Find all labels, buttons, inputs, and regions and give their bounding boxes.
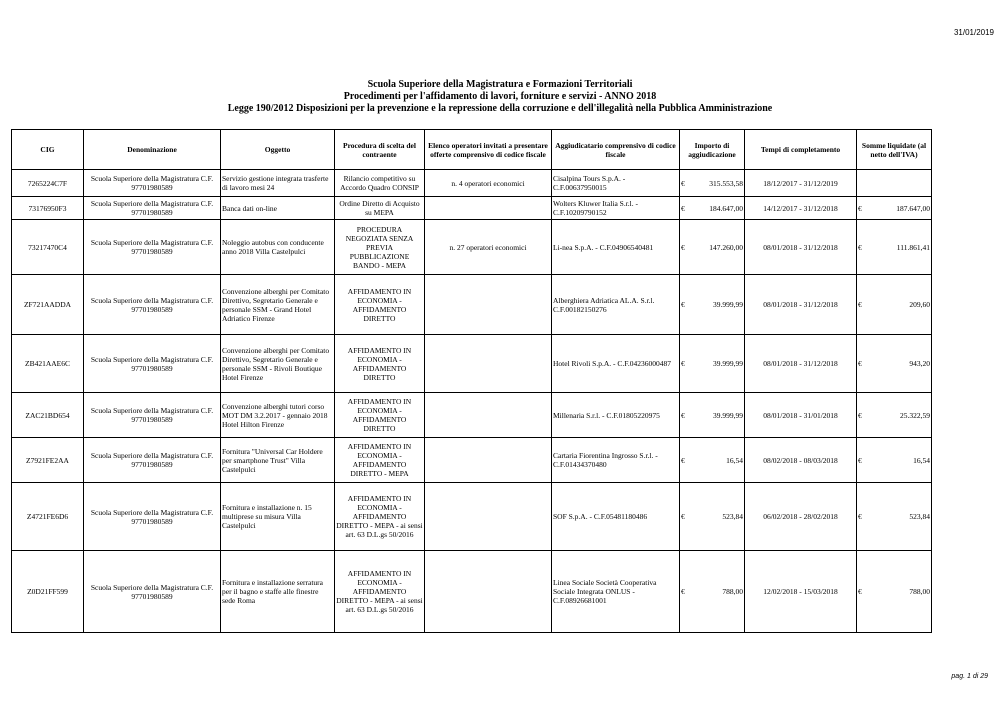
- importo-value: 39.999,99: [713, 300, 743, 309]
- tempi-cell: 14/12/2017 - 31/12/2018: [745, 197, 857, 220]
- table-body: [12, 170, 932, 633]
- somme-liquidate-cell: [857, 438, 932, 483]
- currency-symbol: €: [858, 410, 862, 420]
- cig-cell: ZB421AAE6C: [12, 335, 84, 393]
- aggiudicatario-cell: Cartaria Fiorentina Ingrosso S.r.l. - C.F.01434370480: [552, 438, 680, 483]
- aggiudicatario-cell: Cisalpina Tours S.p.A. - C.F.00637950015: [552, 170, 680, 197]
- denominazione-cell: Scuola Superiore della Magistratura C.F. 97701980589: [84, 335, 221, 393]
- importo-value: 184.647,00: [709, 203, 743, 213]
- tempi-cell: 18/12/2017 - 31/12/2019: [745, 170, 857, 197]
- currency-symbol: €: [858, 359, 862, 368]
- importo-cell: [680, 275, 745, 335]
- tempi-cell: 08/01/2018 - 31/12/2018: [745, 220, 857, 275]
- somme-liquidate-cell: [857, 483, 932, 551]
- procedura-cell: AFFIDAMENTO IN ECONOMIA - AFFIDAMENTO DIRETTO: [335, 275, 425, 335]
- elenco-operatori-cell: n. 4 operatori economici: [425, 170, 552, 197]
- aggiudicatario-cell: Hotel Rivoli S.p.A. - C.F.04236000487: [552, 335, 680, 393]
- oggetto-cell: Banca dati on-line: [221, 197, 335, 220]
- aggiudicatario-cell: Wolters Kluwer Italia S.r.l. - C.F.10209790152: [552, 197, 680, 220]
- currency-symbol: €: [681, 455, 685, 465]
- cig-cell: Z7921FE2AA: [12, 438, 84, 483]
- header-denominazione: Denominazione: [84, 130, 221, 170]
- importo-cell: [680, 170, 745, 197]
- importo-cell: [680, 220, 745, 275]
- procedura-cell: AFFIDAMENTO IN ECONOMIA - AFFIDAMENTO DIRETTO: [335, 393, 425, 438]
- importo-value: 523,84: [722, 512, 743, 521]
- currency-symbol: €: [681, 178, 685, 188]
- table-row: [12, 197, 932, 220]
- aggiudicatario-cell: Alberghiera Adriatica AL.A. S.r.l. C.F.00182150276: [552, 275, 680, 335]
- title-line-3: Legge 190/2012 Disposizioni per la prevenzione e la repressione della corruzione e dell'illegalità nella Pubblica Amministrazione: [227, 103, 773, 114]
- denominazione-cell: Scuola Superiore della Magistratura C.F. 97701980589: [84, 197, 221, 220]
- procedura-cell: AFFIDAMENTO IN ECONOMIA - AFFIDAMENTO DIRETTO - MEPA - ai sensi art. 63 D.L.gs 50/2016: [335, 483, 425, 551]
- document-title-block: [0, 79, 1000, 115]
- currency-symbol: €: [858, 587, 862, 596]
- tempi-cell: 08/02/2018 - 08/03/2018: [745, 438, 857, 483]
- somme-liquidate-cell: [857, 275, 932, 335]
- table-row: [12, 438, 932, 483]
- somme-liquidate-value: 25.322,59: [900, 410, 930, 420]
- oggetto-cell: Convenzione alberghi tutori corso MOT DM 3.2.2017 - gennaio 2018 Hotel Hilton Firenze: [221, 393, 335, 438]
- somme-liquidate-value: 523,84: [909, 512, 930, 521]
- elenco-operatori-cell: [425, 393, 552, 438]
- elenco-operatori-cell: n. 27 operatori economici: [425, 220, 552, 275]
- denominazione-cell: Scuola Superiore della Magistratura C.F. 97701980589: [84, 393, 221, 438]
- currency-symbol: €: [858, 203, 862, 213]
- importo-value: 39.999,99: [713, 410, 743, 420]
- importo-value: 315.553,58: [709, 178, 743, 188]
- somme-liquidate-cell: [857, 170, 932, 197]
- document-date: 31/01/2019: [953, 28, 994, 37]
- oggetto-cell: Servizio gestione integrata trasferte di lavoro mesi 24: [221, 170, 335, 197]
- header-elenco-operatori: Elenco operatori invitati a presentare offerte comprensivo di codice fiscale: [425, 130, 552, 170]
- currency-symbol: €: [681, 359, 685, 368]
- table-row: [12, 483, 932, 551]
- oggetto-cell: Fornitura e installazione serratura per il bagno e staffe alle finestre sede Roma: [221, 551, 335, 633]
- currency-symbol: €: [681, 410, 685, 420]
- aggiudicatario-cell: SOF S.p.A. - C.F.05481180486: [552, 483, 680, 551]
- currency-symbol: €: [681, 587, 685, 596]
- denominazione-cell: Scuola Superiore della Magistratura C.F. 97701980589: [84, 483, 221, 551]
- table-row: [12, 220, 932, 275]
- somme-liquidate-cell: [857, 551, 932, 633]
- page-number: pag. 1 di 29: [951, 673, 988, 680]
- header-oggetto: Oggetto: [221, 130, 335, 170]
- importo-cell: [680, 551, 745, 633]
- somme-liquidate-value: 16,54: [913, 455, 930, 465]
- header-aggiudicatario: Aggiudicatario comprensivo di codice fiscale: [552, 130, 680, 170]
- somme-liquidate-cell: [857, 220, 932, 275]
- table-row: [12, 335, 932, 393]
- currency-symbol: €: [681, 203, 685, 213]
- somme-liquidate-value: 187.647,00: [896, 203, 930, 213]
- somme-liquidate-value: 111.861,41: [896, 242, 930, 252]
- oggetto-cell: Convenzione alberghi per Comitato Direttivo, Segretario Generale e personale SSM - Grand Hotel Adriatico Firenze: [221, 275, 335, 335]
- cig-cell: ZF721AADDA: [12, 275, 84, 335]
- tempi-cell: 12/02/2018 - 15/03/2018: [745, 551, 857, 633]
- elenco-operatori-cell: [425, 438, 552, 483]
- table-row: [12, 170, 932, 197]
- cig-cell: 7265224C7F: [12, 170, 84, 197]
- currency-symbol: €: [858, 242, 862, 252]
- tempi-cell: 08/01/2018 - 31/01/2018: [745, 393, 857, 438]
- importo-cell: [680, 335, 745, 393]
- importo-value: 788,00: [722, 587, 743, 596]
- currency-symbol: €: [681, 242, 685, 252]
- header-tempi: Tempi di completamento: [745, 130, 857, 170]
- somme-liquidate-value: 788,00: [909, 587, 930, 596]
- oggetto-cell: Fornitura e installazione n. 15 multiprese su misura Villa Castelpulci: [221, 483, 335, 551]
- elenco-operatori-cell: [425, 483, 552, 551]
- aggiudicatario-cell: Li-nea S.p.A. - C.F.04906540481: [552, 220, 680, 275]
- somme-liquidate-value: 209,60: [909, 300, 930, 309]
- tempi-cell: 06/02/2018 - 28/02/2018: [745, 483, 857, 551]
- title-line-1: Scuola Superiore della Magistratura e Formazioni Territoriali: [367, 79, 633, 90]
- aggiudicatario-cell: Linea Sociale Società Cooperativa Sociale Integrata ONLUS - C.F.08926681001: [552, 551, 680, 633]
- currency-symbol: €: [681, 512, 685, 521]
- importo-value: 16,54: [726, 455, 743, 465]
- title-line-2: Procedimenti per l'affidamento di lavori, forniture e servizi - ANNO 2018: [343, 91, 657, 102]
- header-procedura: Procedura di scelta del contraente: [335, 130, 425, 170]
- currency-symbol: €: [681, 300, 685, 309]
- table-header-row: [12, 130, 932, 170]
- cig-cell: 73217470C4: [12, 220, 84, 275]
- procedura-cell: AFFIDAMENTO IN ECONOMIA - AFFIDAMENTO DIRETTO - MEPA: [335, 438, 425, 483]
- procedura-cell: AFFIDAMENTO IN ECONOMIA - AFFIDAMENTO DIRETTO - MEPA - ai sensi art. 63 D.L.gs 50/2016: [335, 551, 425, 633]
- oggetto-cell: Fornitura "Universal Car Holdere per smartphone Trust" Villa Castelpulci: [221, 438, 335, 483]
- somme-liquidate-cell: [857, 335, 932, 393]
- cig-cell: Z4721FE6D6: [12, 483, 84, 551]
- procedura-cell: PROCEDURA NEGOZIATA SENZA PREVIA PUBBLICAZIONE BANDO - MEPA: [335, 220, 425, 275]
- currency-symbol: €: [858, 455, 862, 465]
- header-cig: CIG: [12, 130, 84, 170]
- cig-cell: 73176950F3: [12, 197, 84, 220]
- procedura-cell: AFFIDAMENTO IN ECONOMIA - AFFIDAMENTO DIRETTO: [335, 335, 425, 393]
- denominazione-cell: Scuola Superiore della Magistratura C.F. 97701980589: [84, 551, 221, 633]
- currency-symbol: €: [858, 512, 862, 521]
- oggetto-cell: Convenzione alberghi per Comitato Direttivo, Segretario Generale e personale SSM - Rivoli Boutique Hotel Firenze: [221, 335, 335, 393]
- importo-cell: [680, 197, 745, 220]
- procedura-cell: Rilancio competitivo su Accordo Quadro CONSIP: [335, 170, 425, 197]
- procurement-table: [11, 129, 932, 633]
- importo-cell: [680, 438, 745, 483]
- table-row: [12, 393, 932, 438]
- denominazione-cell: Scuola Superiore della Magistratura C.F. 97701980589: [84, 275, 221, 335]
- table-row: [12, 275, 932, 335]
- cig-cell: ZAC21BD654: [12, 393, 84, 438]
- tempi-cell: 08/01/2018 - 31/12/2018: [745, 335, 857, 393]
- elenco-operatori-cell: [425, 197, 552, 220]
- tempi-cell: 08/01/2018 - 31/12/2018: [745, 275, 857, 335]
- oggetto-cell: Noleggio autobus con conducente anno 2018 Villa Castelpulci: [221, 220, 335, 275]
- denominazione-cell: Scuola Superiore della Magistratura C.F. 97701980589: [84, 170, 221, 197]
- elenco-operatori-cell: [425, 551, 552, 633]
- header-importo: Importo di aggiudicazione: [680, 130, 745, 170]
- somme-liquidate-value: 943,20: [909, 359, 930, 368]
- currency-symbol: €: [858, 300, 862, 309]
- somme-liquidate-cell: [857, 197, 932, 220]
- cig-cell: Z0D21FF599: [12, 551, 84, 633]
- header-somme-liquidate: Somme liquidate (al netto dell'IVA): [857, 130, 932, 170]
- table-row: [12, 551, 932, 633]
- denominazione-cell: Scuola Superiore della Magistratura C.F. 97701980589: [84, 220, 221, 275]
- elenco-operatori-cell: [425, 275, 552, 335]
- importo-value: 39.999,99: [713, 359, 743, 368]
- importo-cell: [680, 393, 745, 438]
- aggiudicatario-cell: Millenaria S.r.l. - C.F.01805220975: [552, 393, 680, 438]
- importo-cell: [680, 483, 745, 551]
- denominazione-cell: Scuola Superiore della Magistratura C.F. 97701980589: [84, 438, 221, 483]
- somme-liquidate-cell: [857, 393, 932, 438]
- procedura-cell: Ordine Diretto di Acquisto su MEPA: [335, 197, 425, 220]
- importo-value: 147.260,00: [709, 242, 743, 252]
- elenco-operatori-cell: [425, 335, 552, 393]
